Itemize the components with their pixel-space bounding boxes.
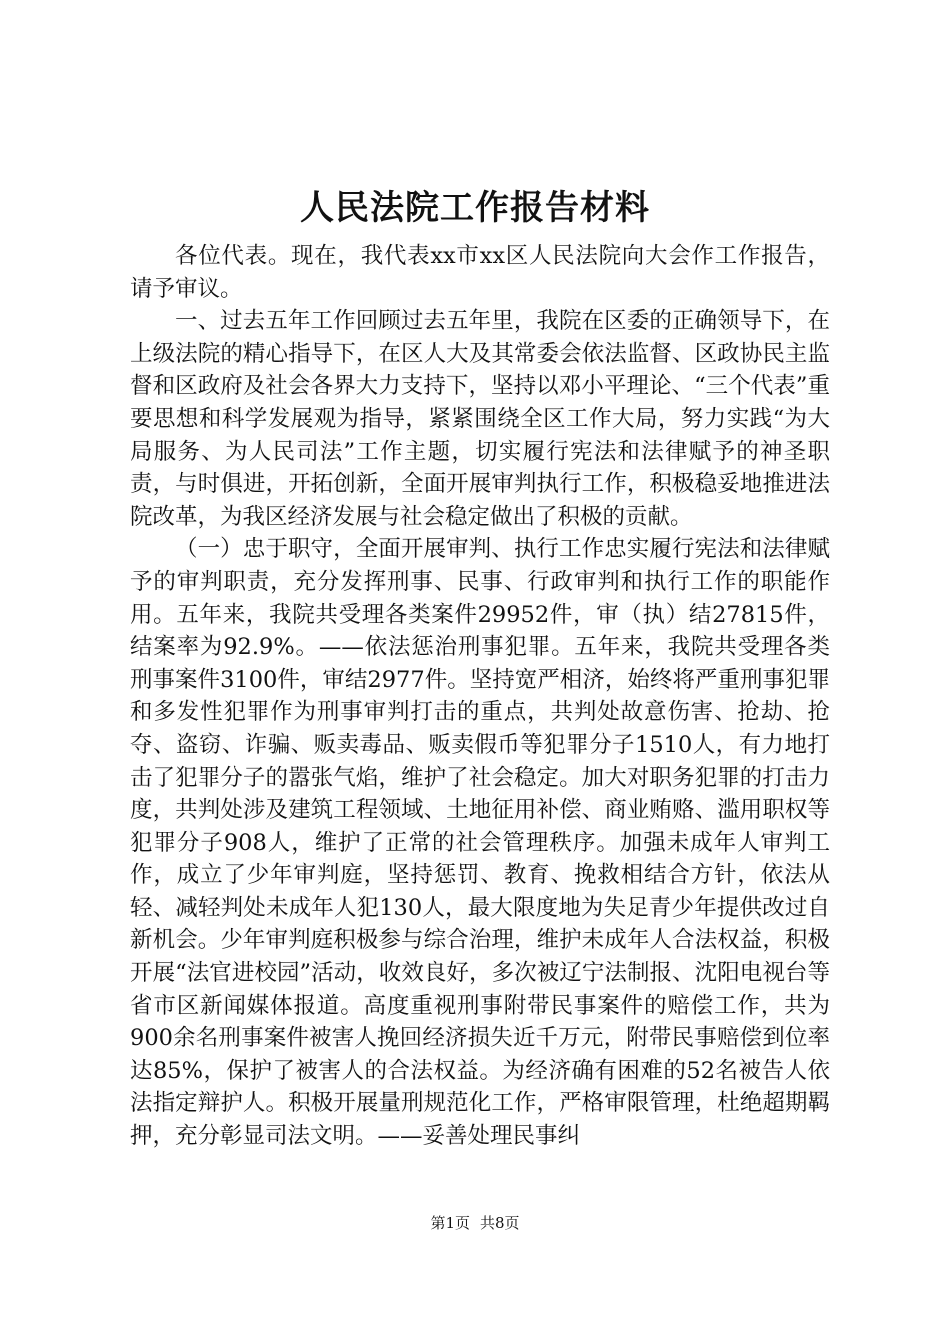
paragraph-review: 一、过去五年工作回顾过去五年里，我院在区委的正确领导下，在上级法院的精心指导下，在区人大及其常委会依法监督、区政协民主监督和区政府及社会各界大力支持下，坚持以邓小平理论、“三个代表”重要思想和科学发展观为指导，紧紧围绕全区工作大局，努力实践“为大局服务、为人民司法”工作主题，切实履行宪法和法律赋予的神圣职责，与时俱进，开拓创新，全面开展审判执行工作，积极稳妥地推进法院改革，为我区经济发展与社会稳定做出了积极的贡献。 [130, 308, 830, 530]
document-title: 人民法院工作报告材料 [300, 188, 650, 228]
page-footer [0, 1213, 950, 1233]
paragraph-section-one: （一）忠于职守，全面开展审判、执行工作忠实履行宪法和法律赋予的审判职责，充分发挥刑事、民事、行政审判和执行工作的职能作用。五年来，我院共受理各类案件29952件，审（执）结27815件，结案率为92.9%。——依法惩治刑事犯罪。五年来，我院共受理各类刑事案件3100件，审结2977件。坚持宽严相济，始终将严重刑事犯罪和多发性犯罪作为刑事审判打击的重点，共判处故意伤害、抢劫、抢夺、盗窃、诈骗、贩卖毒品、贩卖假币等犯罪分子1510人，有力地打击了犯罪分子的嚣张气焰，维护了社会稳定。加大对职务犯罪的打击力度，共判处涉及建筑工程领域、土地征用补偿、商业贿赂、滥用职权等犯罪分子908人，维护了正常的社会管理秩序。加强未成年人审判工作，成立了少年审判庭，坚持惩罚、教育、挽救相结合方针，依法从轻、减轻判处未成年人犯130人，最大限度地为失足青少年提供改过自新机会。少年审判庭积极参与综合治理，维护未成年人合法权益，积极开展“法官进校园”活动，收效良好，多次被辽宁法制报、沈阳电视台等省市区新闻媒体报道。高度重视刑事附带民事案件的赔偿工作，共为900余名刑事案件被害人挽回经济损失近千万元，附带民事赔偿到位率达85%，保护了被害人的合法权益。为经济确有困难的52名被告人依法指定辩护人。积极开展量刑规范化工作，严格审限管理，杜绝超期羁押，充分彰显司法文明。——妥善处理民事纠 [130, 536, 830, 1150]
paragraph-intro: 各位代表。现在，我代表xx市xx区人民法院向大会作工作报告，请予审议。 [130, 243, 830, 302]
document-body [130, 240, 830, 1153]
page-number: 第1页 [430, 1214, 470, 1232]
page-total: 共8页 [480, 1214, 520, 1232]
